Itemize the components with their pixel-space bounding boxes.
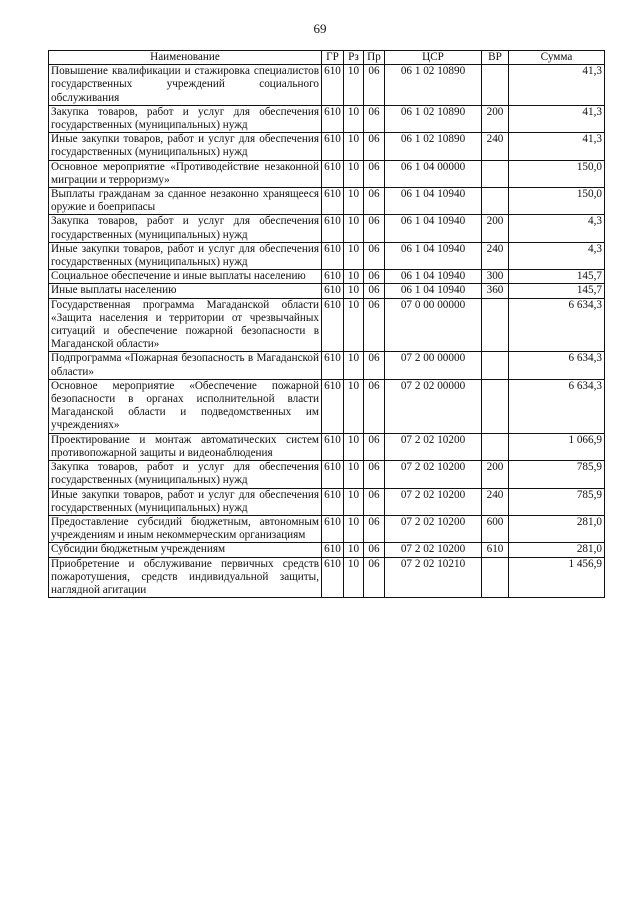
cell-name: Основное мероприятие «Противодействие незаконной миграции и терроризму» (49, 160, 322, 187)
cell-csr: 07 2 02 10200 (385, 515, 482, 542)
cell-gr: 610 (322, 160, 344, 187)
cell-csr: 06 1 04 10940 (385, 242, 482, 269)
cell-csr: 07 2 02 10200 (385, 433, 482, 460)
cell-rz: 10 (344, 557, 364, 598)
cell-rz: 10 (344, 65, 364, 106)
budget-table (48, 50, 605, 598)
table-row (49, 215, 605, 242)
cell-rz: 10 (344, 433, 364, 460)
cell-sum: 41,3 (509, 133, 605, 160)
cell-name: Выплаты гражданам за сданное незаконно хранящееся оружие и боеприпасы (49, 188, 322, 215)
cell-name: Закупка товаров, работ и услуг для обеспечения государственных (муниципальных) нужд (49, 461, 322, 488)
cell-rz: 10 (344, 160, 364, 187)
cell-vr (482, 557, 509, 598)
cell-rz: 10 (344, 188, 364, 215)
cell-name: Социальное обеспечение и иные выплаты населению (49, 270, 322, 284)
cell-csr: 07 2 00 00000 (385, 352, 482, 379)
cell-gr: 610 (322, 557, 344, 598)
cell-pr: 06 (364, 160, 385, 187)
table-row (49, 133, 605, 160)
table-row (49, 65, 605, 106)
table-row (49, 379, 605, 433)
cell-rz: 10 (344, 515, 364, 542)
cell-sum: 6 634,3 (509, 352, 605, 379)
cell-csr: 06 1 04 10940 (385, 188, 482, 215)
cell-vr: 240 (482, 242, 509, 269)
cell-gr: 610 (322, 105, 344, 132)
cell-vr (482, 379, 509, 433)
cell-rz: 10 (344, 461, 364, 488)
table-row (49, 515, 605, 542)
header-name: Наименование (49, 51, 322, 65)
cell-name: Иные закупки товаров, работ и услуг для обеспечения государственных (муниципальных) нужд (49, 133, 322, 160)
cell-gr: 610 (322, 433, 344, 460)
cell-sum: 150,0 (509, 188, 605, 215)
cell-gr: 610 (322, 298, 344, 352)
table-row (49, 242, 605, 269)
cell-pr: 06 (364, 298, 385, 352)
cell-rz: 10 (344, 352, 364, 379)
cell-gr: 610 (322, 352, 344, 379)
cell-name: Проектирование и монтаж автоматических систем противопожарной защиты и видеонаблюдения (49, 433, 322, 460)
cell-vr: 300 (482, 270, 509, 284)
cell-rz: 10 (344, 242, 364, 269)
cell-csr: 06 1 04 10940 (385, 270, 482, 284)
cell-pr: 06 (364, 284, 385, 298)
table-row (49, 284, 605, 298)
table-row (49, 270, 605, 284)
cell-pr: 06 (364, 515, 385, 542)
header-vr: ВР (482, 51, 509, 65)
cell-pr: 06 (364, 105, 385, 132)
cell-gr: 610 (322, 242, 344, 269)
cell-pr: 06 (364, 543, 385, 557)
cell-name: Повышение квалификации и стажировка специалистов государственных учреждений социального обслуживания (49, 65, 322, 106)
table-row (49, 188, 605, 215)
cell-sum: 145,7 (509, 284, 605, 298)
cell-csr: 06 1 02 10890 (385, 133, 482, 160)
cell-gr: 610 (322, 270, 344, 284)
cell-pr: 06 (364, 433, 385, 460)
cell-pr: 06 (364, 488, 385, 515)
cell-sum: 41,3 (509, 105, 605, 132)
cell-rz: 10 (344, 379, 364, 433)
cell-pr: 06 (364, 65, 385, 106)
header-pr: Пр (364, 51, 385, 65)
cell-rz: 10 (344, 133, 364, 160)
cell-sum: 41,3 (509, 65, 605, 106)
cell-name: Основное мероприятие «Обеспечение пожарной безопасности в органах исполнительной власти Магаданской области и подведомственных им учреждениях» (49, 379, 322, 433)
cell-csr: 06 1 02 10890 (385, 65, 482, 106)
cell-rz: 10 (344, 543, 364, 557)
cell-sum: 6 634,3 (509, 379, 605, 433)
cell-rz: 10 (344, 105, 364, 132)
cell-sum: 785,9 (509, 488, 605, 515)
cell-gr: 610 (322, 65, 344, 106)
cell-csr: 07 2 02 00000 (385, 379, 482, 433)
cell-pr: 06 (364, 270, 385, 284)
cell-csr: 06 1 04 00000 (385, 160, 482, 187)
cell-csr: 06 1 02 10890 (385, 105, 482, 132)
cell-vr: 360 (482, 284, 509, 298)
cell-pr: 06 (364, 242, 385, 269)
cell-rz: 10 (344, 284, 364, 298)
cell-csr: 07 0 00 00000 (385, 298, 482, 352)
cell-gr: 610 (322, 215, 344, 242)
cell-csr: 06 1 04 10940 (385, 284, 482, 298)
cell-vr: 200 (482, 461, 509, 488)
cell-name: Закупка товаров, работ и услуг для обеспечения государственных (муниципальных) нужд (49, 215, 322, 242)
cell-pr: 06 (364, 557, 385, 598)
header-gr: ГР (322, 51, 344, 65)
cell-gr: 610 (322, 379, 344, 433)
table-row (49, 433, 605, 460)
cell-pr: 06 (364, 352, 385, 379)
cell-vr: 600 (482, 515, 509, 542)
table-row (49, 160, 605, 187)
cell-sum: 1 066,9 (509, 433, 605, 460)
cell-vr: 200 (482, 105, 509, 132)
cell-rz: 10 (344, 488, 364, 515)
cell-rz: 10 (344, 270, 364, 284)
cell-vr (482, 160, 509, 187)
cell-vr: 200 (482, 215, 509, 242)
cell-vr: 240 (482, 488, 509, 515)
table-row (49, 488, 605, 515)
cell-sum: 150,0 (509, 160, 605, 187)
cell-name: Иные выплаты населению (49, 284, 322, 298)
table-header-row (49, 51, 605, 65)
cell-pr: 06 (364, 215, 385, 242)
cell-name: Иные закупки товаров, работ и услуг для обеспечения государственных (муниципальных) нужд (49, 242, 322, 269)
table-body (49, 65, 605, 598)
header-csr: ЦСР (385, 51, 482, 65)
cell-rz: 10 (344, 215, 364, 242)
cell-sum: 145,7 (509, 270, 605, 284)
cell-csr: 07 2 02 10200 (385, 488, 482, 515)
cell-vr (482, 188, 509, 215)
table-row (49, 543, 605, 557)
cell-csr: 07 2 02 10200 (385, 461, 482, 488)
cell-name: Подпрограмма «Пожарная безопасность в Магаданской области» (49, 352, 322, 379)
cell-sum: 785,9 (509, 461, 605, 488)
cell-pr: 06 (364, 133, 385, 160)
table-row (49, 105, 605, 132)
cell-vr (482, 298, 509, 352)
cell-name: Иные закупки товаров, работ и услуг для обеспечения государственных (муниципальных) нужд (49, 488, 322, 515)
cell-name: Субсидии бюджетным учреждениям (49, 543, 322, 557)
table-row (49, 298, 605, 352)
header-sum: Сумма (509, 51, 605, 65)
cell-vr (482, 433, 509, 460)
cell-sum: 4,3 (509, 242, 605, 269)
cell-vr (482, 65, 509, 106)
cell-vr (482, 352, 509, 379)
header-rz: Рз (344, 51, 364, 65)
cell-name: Приобретение и обслуживание первичных средств пожаротушения, средств индивидуальной защиты, наглядной агитации (49, 557, 322, 598)
cell-name: Закупка товаров, работ и услуг для обеспечения государственных (муниципальных) нужд (49, 105, 322, 132)
cell-gr: 610 (322, 488, 344, 515)
cell-name: Предоставление субсидий бюджетным, автономным учреждениям и иным некоммерческим организациям (49, 515, 322, 542)
cell-gr: 610 (322, 188, 344, 215)
cell-rz: 10 (344, 298, 364, 352)
cell-gr: 610 (322, 515, 344, 542)
cell-sum: 4,3 (509, 215, 605, 242)
cell-vr: 610 (482, 543, 509, 557)
cell-pr: 06 (364, 461, 385, 488)
table-row (49, 352, 605, 379)
cell-pr: 06 (364, 379, 385, 433)
cell-sum: 6 634,3 (509, 298, 605, 352)
table-row (49, 461, 605, 488)
cell-pr: 06 (364, 188, 385, 215)
cell-sum: 281,0 (509, 543, 605, 557)
table-row (49, 557, 605, 598)
cell-gr: 610 (322, 461, 344, 488)
cell-gr: 610 (322, 133, 344, 160)
cell-csr: 07 2 02 10200 (385, 543, 482, 557)
cell-sum: 281,0 (509, 515, 605, 542)
cell-name: Государственная программа Магаданской области «Защита населения и территории от чрезвычайных ситуаций и обеспечение пожарной безопасности в Магаданской области» (49, 298, 322, 352)
cell-csr: 07 2 02 10210 (385, 557, 482, 598)
cell-gr: 610 (322, 284, 344, 298)
cell-vr: 240 (482, 133, 509, 160)
page-number: 69 (313, 21, 327, 36)
cell-sum: 1 456,9 (509, 557, 605, 598)
cell-gr: 610 (322, 543, 344, 557)
cell-csr: 06 1 04 10940 (385, 215, 482, 242)
